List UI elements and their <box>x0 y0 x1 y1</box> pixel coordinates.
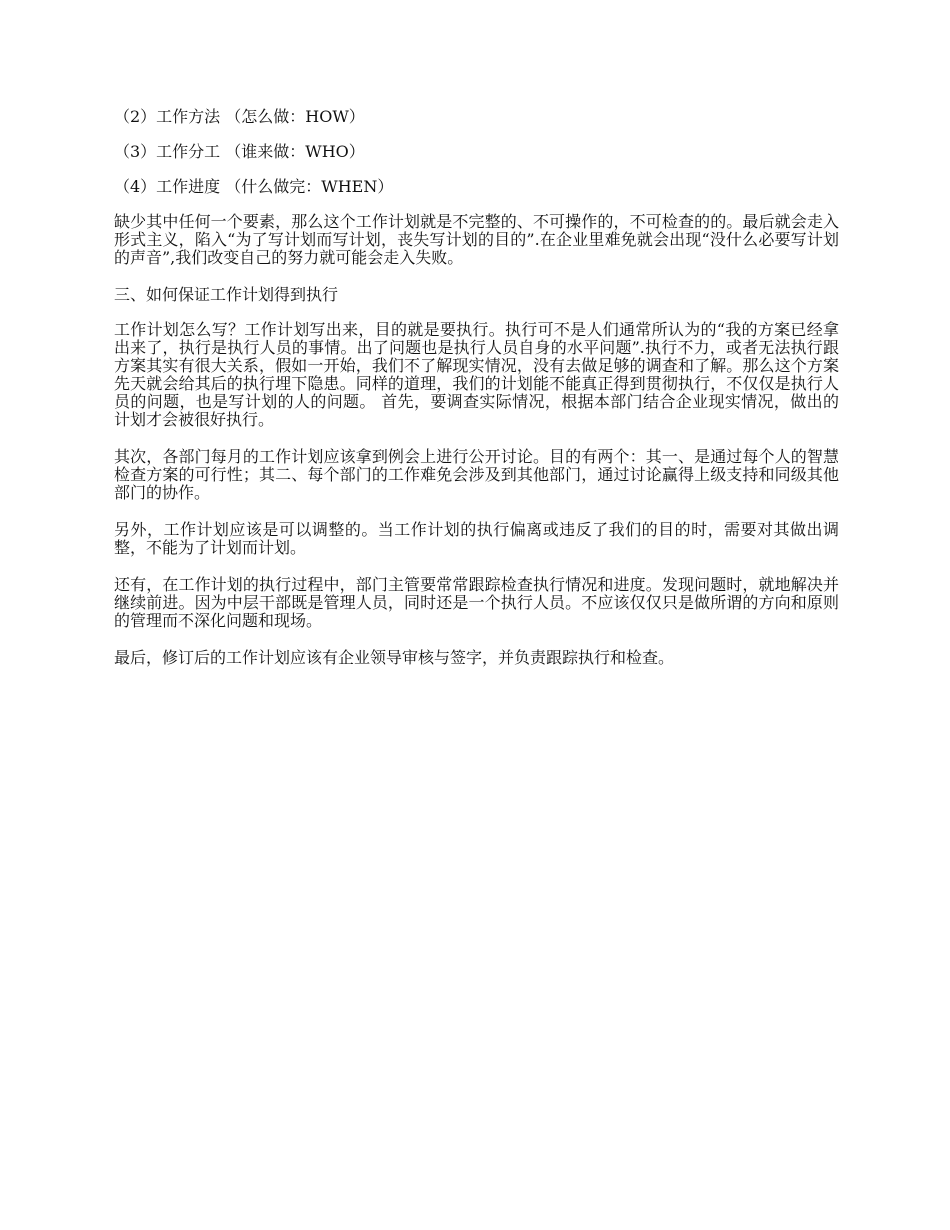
list-item-work-progress: （4）工作进度 （什么做完：WHEN） <box>114 177 394 196</box>
paragraph-secondly: 其次，各部门每月的工作计划应该拿到例会上进行公开讨论。目的有两个：其一、是通过每个人的智慧检查方案的可行性；其二、每个部门的工作难免会涉及到其他部门，通过讨论赢得上级支持和同级其他部门的协作。 <box>114 447 839 502</box>
paragraph-how-to-write: 工作计划怎么写？工作计划写出来，目的就是要执行。执行可不是人们通常所认为的“我的方案已经拿出来了，执行是执行人员的事情。出了问题也是执行人员自身的水平问题”.执行不力，或者无法执行跟方案其实有很大关系，假如一开始，我们不了解现实情况，没有去做足够的调查和了解。那么这个方案先天就会给其后的执行埋下隐患。同样的道理，我们的计划能不能真正得到贯彻执行，不仅仅是执行人员的问题，也是写计划的人的问题。 首先，要调查实际情况，根据本部门结合企业现实情况，做出的计划才会被很好执行。 <box>114 320 839 429</box>
paragraph-missing-elements: 缺少其中任何一个要素，那么这个工作计划就是不完整的、不可操作的，不可检查的的。最后就会走入形式主义，陷入“为了写计划而写计划，丧失写计划的目的”.在企业里难免就会出现“没什么必要写计划的声音”,我们改变自己的努力就可能会走入失败。 <box>114 212 839 267</box>
paragraph-also: 还有，在工作计划的执行过程中，部门主管要常常跟踪检查执行情况和进度。发现问题时，就地解决并继续前进。因为中层干部既是管理人员，同时还是一个执行人员。不应该仅仅只是做所谓的方向和原则的管理而不深化问题和现场。 <box>114 575 839 630</box>
document-body <box>114 108 839 686</box>
paragraph-besides: 另外，工作计划应该是可以调整的。当工作计划的执行偏离或违反了我们的目的时，需要对其做出调整，不能为了计划而计划。 <box>114 520 839 557</box>
list-item-work-method: （2）工作方法 （怎么做：HOW） <box>114 107 365 126</box>
section-heading: 三、如何保证工作计划得到执行 <box>114 285 339 304</box>
list-item-work-division: （3）工作分工 （谁来做：WHO） <box>114 142 365 161</box>
paragraph-finally: 最后，修订后的工作计划应该有企业领导审核与签字，并负责跟踪执行和检查。 <box>114 648 675 667</box>
